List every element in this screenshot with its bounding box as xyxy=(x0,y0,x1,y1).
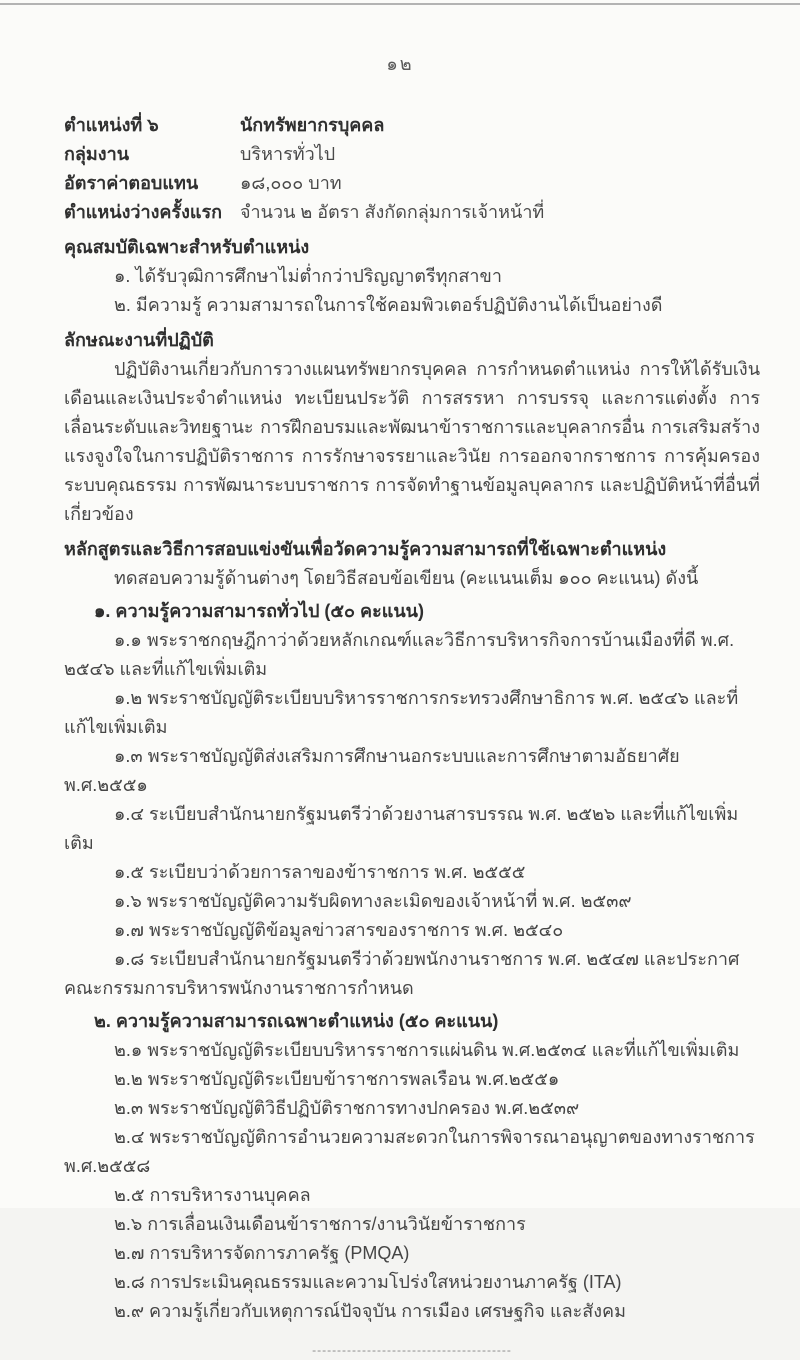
field-value-salary: ๑๘,๐๐๐ บาท xyxy=(240,173,342,193)
field-row-vacancy xyxy=(64,198,760,227)
exam-section-2-title: ๒. ความรู้ความสามารถเฉพาะตำแหน่ง (๕๐ คะแนน) xyxy=(94,1011,499,1031)
field-row-salary xyxy=(64,169,760,198)
field-label-salary: อัตราค่าตอบแทน xyxy=(64,173,199,193)
end-of-section-divider: ---------------------------------------- xyxy=(312,1343,512,1357)
qualifications-heading: คุณสมบัติเฉพาะสำหรับตำแหน่ง xyxy=(64,237,310,257)
field-label-vacancy: ตำแหน่งว่างครั้งแรก xyxy=(64,202,223,222)
field-value-position: นักทรัพยากรบุคคล xyxy=(240,115,385,135)
qualification-item-1: ๑. ได้รับวุฒิการศึกษาไม่ต่ำกว่าปริญญาตรีทุกสาขา xyxy=(114,266,502,286)
exam-item-1-2: ๑.๒ พระราชบัญญัติระเบียบบริหารราชการกระทรวงศึกษาธิการ พ.ศ. ๒๕๔๖ และที่แก้ไขเพิ่มเติม xyxy=(64,688,739,737)
exam-heading: หลักสูตรและวิธีการสอบแข่งขันเพื่อวัดความรู้ความสามารถที่ใช้เฉพาะตำแหน่ง xyxy=(64,539,667,559)
exam-item-1-5: ๑.๕ ระเบียบว่าด้วยการลาของข้าราชการ พ.ศ. ๒๕๕๕ xyxy=(114,862,526,882)
exam-item-2-1: ๒.๑ พระราชบัญญัติระเบียบบริหารราชการแผ่นดิน พ.ศ.๒๕๓๔ และที่แก้ไขเพิ่มเติม xyxy=(114,1040,740,1060)
field-label-position: ตำแหน่งที่ ๖ xyxy=(64,115,159,135)
exam-section-1-title: ๑. ความรู้ความสามารถทั่วไป (๕๐ คะแนน) xyxy=(94,601,424,621)
scan-edge-line xyxy=(0,3,800,5)
exam-item-1-3: ๑.๓ พระราชบัญญัติส่งเสริมการศึกษานอกระบบและการศึกษาตามอัธยาศัย พ.ศ.๒๕๕๑ xyxy=(64,746,680,795)
exam-item-1-7: ๑.๗ พระราชบัญญัติข้อมูลข่าวสารของราชการ พ.ศ. ๒๕๔๐ xyxy=(114,920,564,940)
exam-item-2-2: ๒.๒ พระราชบัญญัติระเบียบข้าราชการพลเรือน พ.ศ.๒๕๕๑ xyxy=(114,1069,560,1089)
exam-item-2-4: ๒.๔ พระราชบัญญัติการอำนวยความสะดวกในการพิจารณาอนุญาตของทางราชการ พ.ศ.๒๕๕๘ xyxy=(64,1127,755,1176)
page-number: ๑๒ xyxy=(386,54,414,74)
exam-item-2-3: ๒.๓ พระราชบัญญัติวิธีปฏิบัติราชการทางปกครอง พ.ศ.๒๕๓๙ xyxy=(114,1098,580,1118)
exam-item-1-1: ๑.๑ พระราชกฤษฎีกาว่าด้วยหลักเกณฑ์และวิธีการบริหารกิจการบ้านเมืองที่ดี พ.ศ. ๒๕๔๖ และที่แก้ไขเพิ่มเติม xyxy=(64,630,735,679)
field-row-workgroup xyxy=(64,140,760,169)
position-header-fields xyxy=(64,111,760,227)
qualification-item-2: ๒. มีความรู้ ความสามารถในการใช้คอมพิวเตอร์ปฏิบัติงานได้เป็นอย่างดี xyxy=(114,295,663,315)
exam-item-1-4: ๑.๔ ระเบียบสำนักนายกรัฐมนตรีว่าด้วยงานสารบรรณ พ.ศ. ๒๕๒๖ และที่แก้ไขเพิ่มเติม xyxy=(64,804,739,853)
exam-item-2-8: ๒.๘ การประเมินคุณธรรมและความโปร่งใสหน่วยงานภาครัฐ (ITA) xyxy=(114,1272,622,1292)
field-row-position xyxy=(64,111,760,140)
exam-item-2-7: ๒.๗ การบริหารจัดการภาครัฐ (PMQA) xyxy=(114,1243,410,1263)
job-description-heading: ลักษณะงานที่ปฏิบัติ xyxy=(64,330,214,350)
field-value-workgroup: บริหารทั่วไป xyxy=(240,144,336,164)
field-value-vacancy: จำนวน ๒ อัตรา สังกัดกลุ่มการเจ้าหน้าที่ xyxy=(240,202,545,222)
exam-item-1-6: ๑.๖ พระราชบัญญัติความรับผิดทางละเมิดของเจ้าหน้าที่ พ.ศ. ๒๕๓๙ xyxy=(114,891,632,911)
exam-item-2-5: ๒.๕ การบริหารงานบุคคล xyxy=(114,1185,311,1205)
document-content xyxy=(0,111,800,1360)
exam-item-1-8: ๑.๘ ระเบียบสำนักนายกรัฐมนตรีว่าด้วยพนักงานราชการ พ.ศ. ๒๕๔๗ และประกาศคณะกรรมการบริหารพนักงานราชการกำหนด xyxy=(64,949,740,998)
exam-item-2-6: ๒.๖ การเลื่อนเงินเดือนข้าราชการ/งานวินัยข้าราชการ xyxy=(114,1214,526,1234)
exam-item-2-9: ๒.๙ ความรู้เกี่ยวกับเหตุการณ์ปัจจุบัน การเมือง เศรษฐกิจ และสังคม xyxy=(114,1301,626,1321)
job-description-paragraph: ปฏิบัติงานเกี่ยวกับการวางแผนทรัพยากรบุคคล การกำหนดตำแหน่ง การให้ได้รับเงินเดือนและเงินประจำตำแหน่ง ทะเบียนประวัติ การสรรหา การบรรจุ และการแต่งตั้ง การเลื่อนระดับและวิทยฐานะ การฝึกอบรมและพัฒนาข้าราชการและบุคลากรอื่น การเสริมสร้างแรงจูงใจในการปฏิบัติราชการ การรักษาจรรยาและวินัย การออกจากราชการ การคุ้มครองระบบคุณธรรม การพัฒนาระบบราชการ การจัดทำฐานข้อมูลบุคลากร และปฏิบัติหน้าที่อื่นที่เกี่ยวข้อง xyxy=(64,359,760,524)
field-label-workgroup: กลุ่มงาน xyxy=(64,144,129,164)
exam-intro: ทดสอบความรู้ด้านต่างๆ โดยวิธีสอบข้อเขียน (คะแนนเต็ม ๑๐๐ คะแนน) ดังนี้ xyxy=(114,568,699,588)
